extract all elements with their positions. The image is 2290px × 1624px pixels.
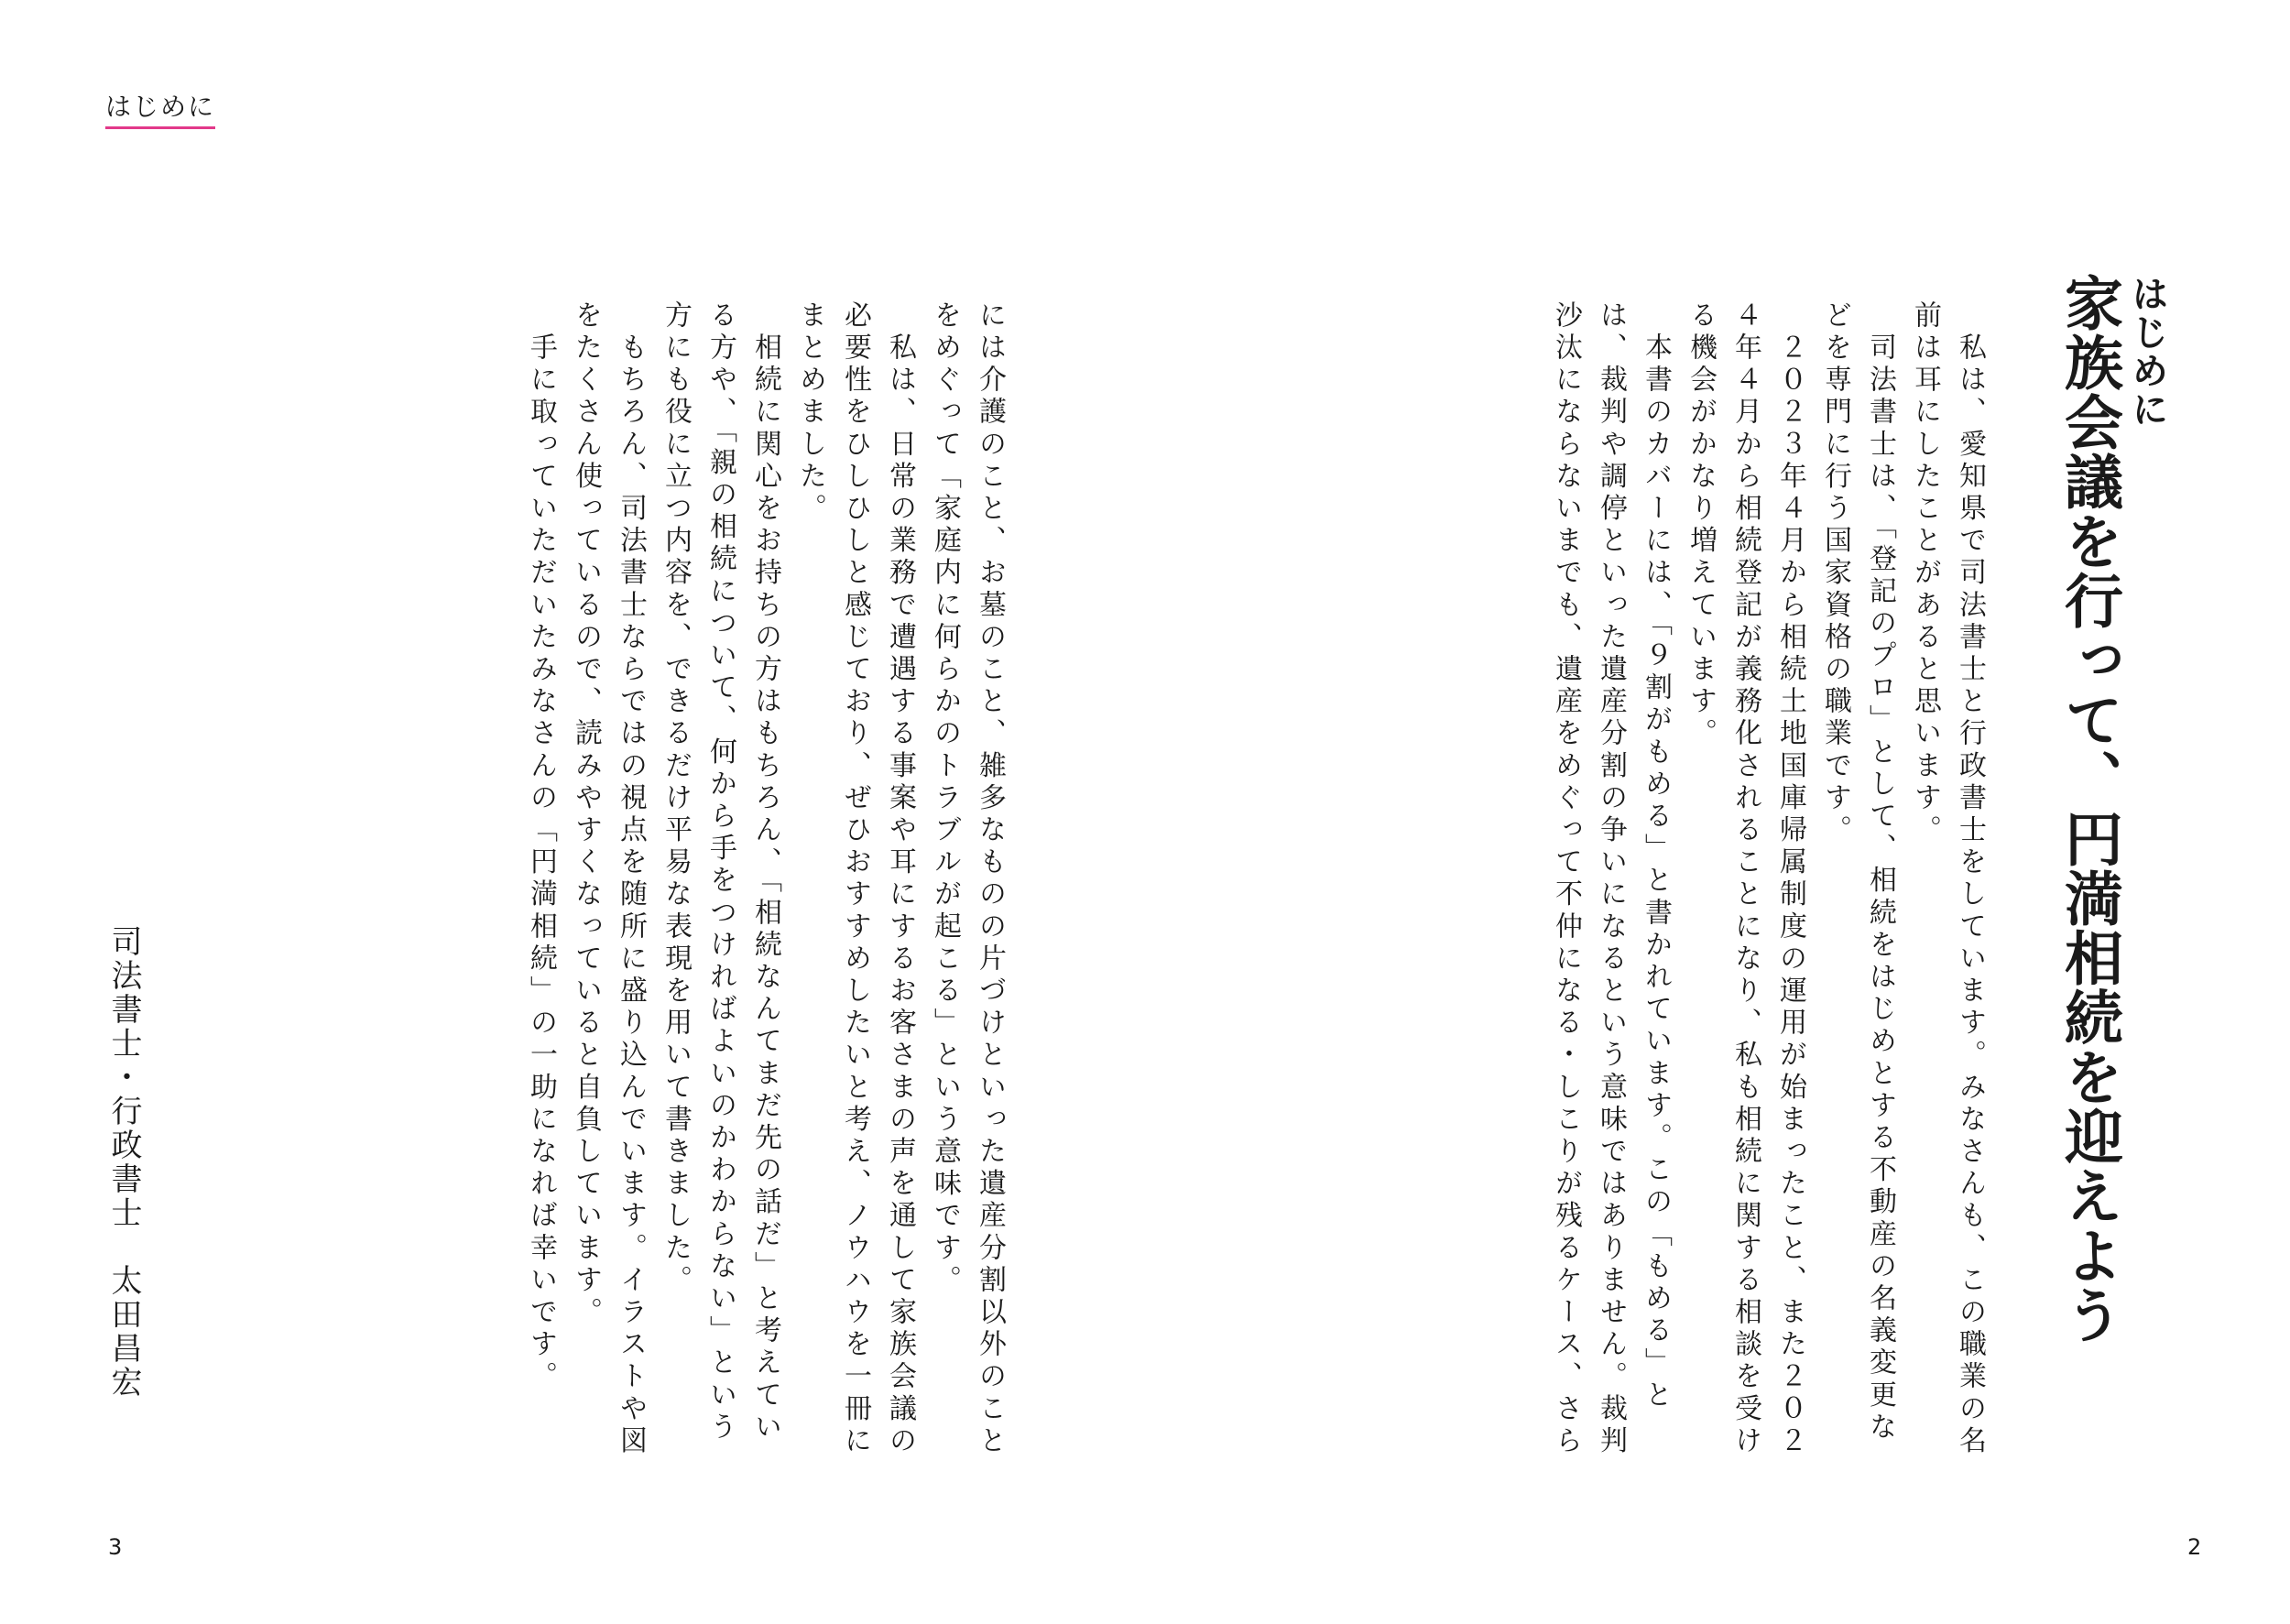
page-number-right: 2 bbox=[2187, 1534, 2202, 1560]
running-header: はじめに bbox=[105, 92, 215, 129]
left-page-body-text: には介護のこと、お墓のこと、雑多なものの片づけといった遺産分割以外のこと をめぐって「家庭内に何らかのトラブルが起こる」という意味です。 私は、日常の業務で遭遇する事案や耳にするお客さまの声を通して家族会議の 必要性をひしひしと感じており、ぜひおすすめしたいと考え、ノウハウを一冊に まとめました。 相続に関心をお持ちの方はもちろん、「相続なんてまだ先の話だ」と考えてい る方や、「親の相続について、何から手をつければよいのかわからない」という 方にも役に立つ内容を、できるだけ平易な表現を用いて書きました。 もちろん、司法書士ならではの視点を随所に盛り込んでいます。イラストや図 をたくさん使っているので、読みやすくなっていると自負しています。 手に取っていただいたみなさんの「円満相続」の一助になれば幸いです。 bbox=[525, 300, 1006, 1458]
chapter-kicker: はじめに bbox=[2126, 275, 2168, 429]
chapter-title: 家族会議を行って、円満相続を迎えよう bbox=[2055, 273, 2122, 1345]
page-number-left: 3 bbox=[108, 1534, 123, 1560]
right-page-body-text: 私は、愛知県で司法書士と行政書士をしています。みなさんも、この職業の名 前は耳にしたことがあると思います。 司法書士は、「登記のプロ」として、相続をはじめとする不動産の名義変更な どを専門に行う国家資格の職業です。 ２０２３年４月から相続土地国庫帰属制度の運用が始まったこと、また２０２ ４年４月から相続登記が義務化されることになり、私も相続に関する相談を受け る機会がかなり増えています。 本書のカバーには、「９割がもめる」と書かれています。この「もめる」と は、裁判や調停といった遺産分割の争いになるという意味ではありません。裁判 沙汰にならないまでも、遺産をめぐって不仲になる・しこりが残るケース、さら bbox=[1550, 300, 1986, 1458]
author-signature: 司法書士・行政書士 太田昌宏 bbox=[105, 925, 142, 1400]
